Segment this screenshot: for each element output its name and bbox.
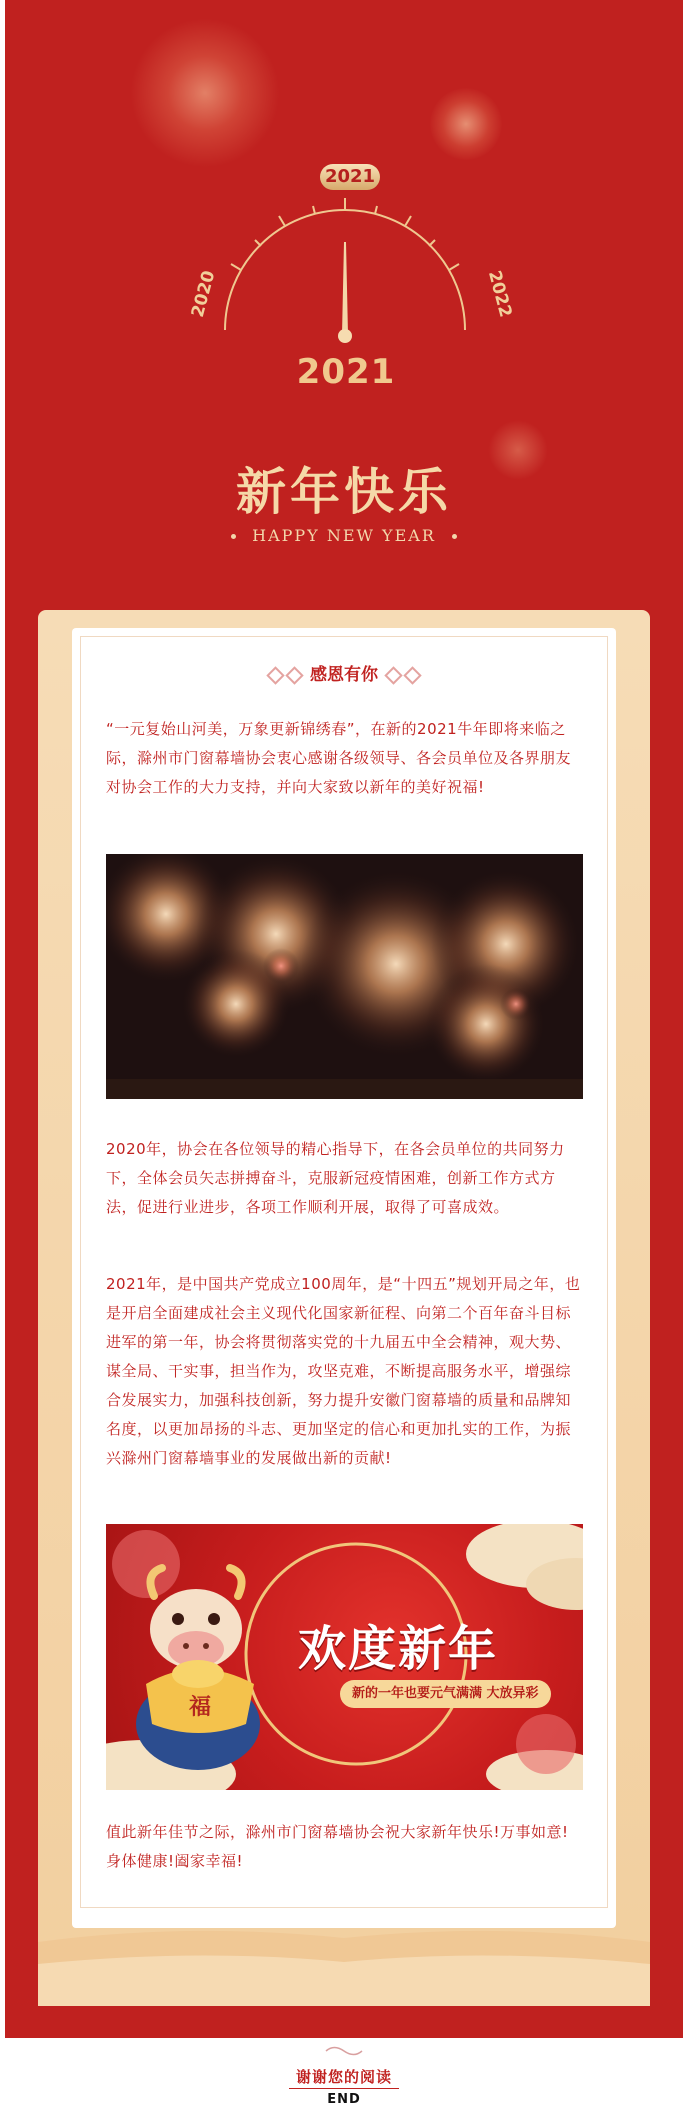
firework-top-right-icon	[430, 88, 502, 160]
gauge-right-year: 2022	[483, 268, 516, 320]
diamond-icon	[285, 666, 303, 684]
dot-icon	[452, 534, 457, 539]
gauge-center-year: 2021	[296, 352, 396, 392]
fu-character: 福	[188, 1695, 211, 1720]
firework-top-left-icon	[130, 18, 280, 168]
new-year-banner	[106, 1524, 583, 1790]
paragraph-2021: 2021年，是中国共产党成立100周年，是“十四五”规划开局之年，也是开启全面建成社会主义现代化国家新征程、向第二个百年奋斗目标进军的第一年，协会将贯彻落实党的十九届五中全会精神，观大势、谋全局、干实事，担当作为，攻坚克难，不断提高服务水平，增强综合发展实力，加强科技创新，努力提升安徽门窗幕墙的质量和品牌知名度，以更加昂扬的斗志、更加坚定的信心和更加扎实的工作，为振兴滁州门窗幕墙事业的发展做出新的贡献!	[106, 1275, 581, 1467]
page-title: 新年快乐	[236, 462, 452, 521]
diamond-icon	[384, 666, 402, 684]
fireworks-photo	[106, 854, 583, 1099]
ornament-icon	[324, 2044, 364, 2058]
paragraph-blessing: 值此新年佳节之际，滁州市门窗幕墙协会祝大家新年快乐!万事如意!身体健康!阖家幸福!	[106, 1823, 569, 1870]
section-title	[0, 660, 688, 685]
thanks-text: 谢谢您的阅读	[295, 2068, 392, 2086]
diamond-icon	[403, 666, 421, 684]
paragraph-intro: “一元复始山河美，万象更新锦绣春”，在新的2021牛年即将来临之际，滁州市门窗幕墙协会衷心感谢各级领导、各会员单位及各界朋友对协会工作的大力支持，并向大家致以新年的美好祝福!	[106, 720, 572, 796]
thanks-underline	[289, 2088, 399, 2089]
banner-subtitle: 新的一年也要元气满满 大放异彩	[340, 1680, 551, 1708]
diamond-icon	[266, 666, 284, 684]
gauge-top-year-badge: 2021	[320, 164, 380, 190]
section-title-text: 感恩有你	[310, 665, 378, 685]
banner-title: 欢度新年	[298, 1621, 499, 1677]
paragraph-2020: 2020年，协会在各位领导的精心指导下，在各会员单位的共同努力下，全体会员矢志拼搏奋斗，克服新冠疫情困难，创新工作方式方法，促进行业进步，各项工作顺利开展，取得了可喜成效。	[106, 1140, 565, 1216]
dot-icon	[231, 534, 236, 539]
subtitle-text: HAPPY NEW YEAR	[252, 526, 436, 545]
end-text: END	[327, 2092, 361, 2107]
page-subtitle	[0, 526, 688, 545]
gauge-left-year: 2020	[187, 268, 220, 320]
card-bottom-wave	[38, 1912, 650, 2006]
